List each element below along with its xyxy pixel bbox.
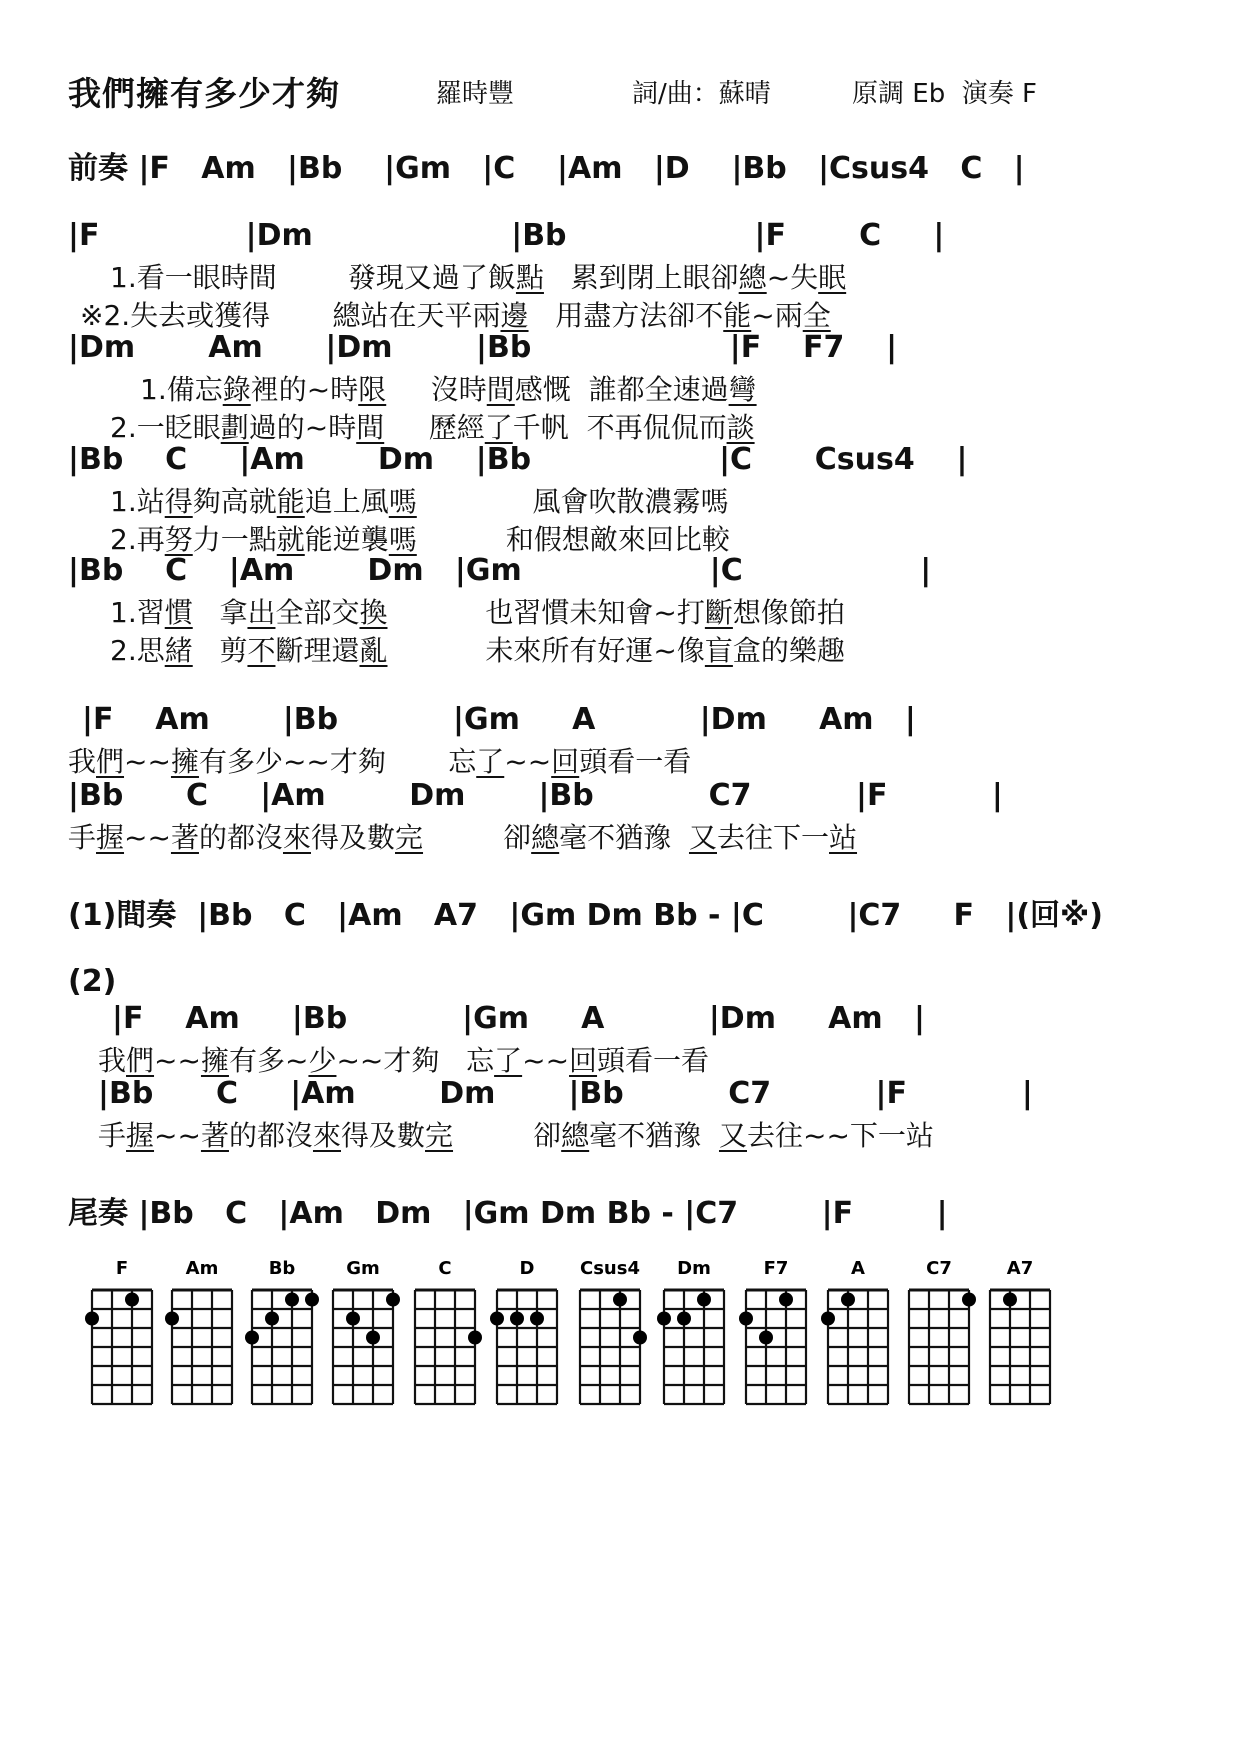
chord-diagram-f7 — [739, 1258, 806, 1404]
interlude-label: (1)間奏 — [68, 898, 177, 933]
chord-diagram-name: F — [115, 1258, 129, 1279]
chord-diagram-name: A7 — [1006, 1258, 1034, 1279]
chord-diagram-name: C — [438, 1258, 452, 1279]
verse2-lyric-3: 2.再努力一點就能逆襲嗎 和假想敵來回比較 — [110, 523, 730, 556]
finger-dot — [165, 1312, 179, 1326]
verse2-lyric-2: 2.一眨眼劃過的~時間 歷經了千帆 不再侃侃而談 — [110, 411, 755, 444]
credits: 詞/曲：蘇晴 — [632, 79, 771, 109]
finger-dot — [530, 1312, 544, 1326]
verse1-lyric-3: 1.站得夠高就能追上風嗎 風會吹散濃霧嗎 — [110, 485, 729, 518]
ending-chords-2: |Bb C |Am Dm |Bb C7 |F | — [98, 1076, 1033, 1111]
finger-dot — [633, 1331, 647, 1345]
chord-diagram-name: Dm — [677, 1258, 711, 1279]
chord-diagram-dm — [657, 1258, 724, 1404]
chord-diagram-name: C7 — [926, 1258, 952, 1279]
finger-dot — [490, 1312, 504, 1326]
chord-diagram-bb — [245, 1258, 319, 1404]
finger-dot — [657, 1312, 671, 1326]
finger-dot — [1003, 1293, 1017, 1307]
ending-chords-1: |F Am |Bb |Gm A |Dm Am | — [112, 1001, 925, 1036]
chord-diagram-name: Csus4 — [580, 1258, 640, 1279]
key-info: 原調 Eb 演奏 F — [852, 79, 1037, 109]
chorus-lyric-1: 我們~~擁有多少~~才夠 忘了~~回頭看一看 — [68, 745, 692, 778]
interlude-chords: |Bb C |Am A7 |Gm Dm Bb - |C |C7 F |(回※) — [197, 898, 1103, 933]
finger-dot — [366, 1331, 380, 1345]
interlude-line — [68, 890, 1103, 934]
chord-diagram-name: A — [851, 1258, 865, 1279]
finger-dot — [305, 1293, 319, 1307]
finger-dot — [821, 1312, 835, 1326]
verse2-lyric-4: 2.思緒 剪不斷理還亂 未來所有好運~像盲盒的樂趣 — [110, 634, 845, 667]
verse-chords-4: |Bb C |Am Dm |Gm |C | — [68, 553, 932, 588]
chord-diagram-a7 — [990, 1258, 1050, 1404]
verse1-lyric-1: 1.看一眼時間 發現又過了飯點 累到閉上眼卻總~失眠 — [110, 261, 847, 294]
verse2-lyric-1: ※2.失去或獲得 總站在天平兩邊 用盡方法卻不能~兩全 — [80, 299, 831, 332]
prelude-chords: |F Am |Bb |Gm |C |Am |D |Bb |Csus4 C | — [138, 151, 1025, 186]
chord-diagram-a — [821, 1258, 888, 1404]
ending-label: (2) — [68, 964, 117, 999]
verse1-lyric-2: 1.備忘錄裡的~時限 沒時間感慨 誰都全速過彎 — [140, 373, 757, 406]
chord-diagram-c — [415, 1258, 482, 1404]
outro-label: 尾奏 — [68, 1196, 128, 1231]
finger-dot — [285, 1293, 299, 1307]
chorus-chords-1: |F Am |Bb |Gm A |Dm Am | — [82, 702, 916, 737]
prelude-label: 前奏 — [68, 151, 128, 186]
finger-dot — [613, 1293, 627, 1307]
finger-dot — [85, 1312, 99, 1326]
verse-chords-2: |Dm Am |Dm |Bb |F F7 | — [68, 330, 898, 365]
chord-diagram-am — [165, 1258, 232, 1404]
chord-diagram-f — [85, 1258, 152, 1404]
finger-dot — [759, 1331, 773, 1345]
finger-dot — [841, 1293, 855, 1307]
outro-chords: |Bb C |Am Dm |Gm Dm Bb - |C7 |F | — [138, 1196, 948, 1231]
finger-dot — [697, 1293, 711, 1307]
finger-dot — [468, 1331, 482, 1345]
prelude-line — [68, 143, 1025, 187]
chorus-lyric-2: 手握~~著的都沒來得及數完 卻總毫不猶豫 又去往下一站 — [68, 821, 858, 854]
finger-dot — [386, 1293, 400, 1307]
chord-diagram-name: Bb — [268, 1258, 296, 1279]
chord-diagram-name: F7 — [763, 1258, 789, 1279]
chord-diagrams — [0, 1240, 1241, 1420]
verse-chords-1: |F |Dm |Bb |F C | — [68, 218, 945, 253]
ending-lyric-1: 我們~~擁有多~少~~才夠 忘了~~回頭看一看 — [98, 1044, 710, 1077]
chord-diagram-name: Gm — [346, 1258, 380, 1279]
verse-chords-3: |Bb C |Am Dm |Bb |C Csus4 | — [68, 442, 968, 477]
chord-diagram-gm — [333, 1258, 400, 1404]
chord-diagram-d — [490, 1258, 557, 1404]
finger-dot — [510, 1312, 524, 1326]
chord-diagram-name: Am — [185, 1258, 219, 1279]
chord-diagram-c7 — [909, 1258, 976, 1404]
finger-dot — [962, 1293, 976, 1307]
chord-diagram-name: D — [519, 1258, 535, 1279]
chord-diagram-csus4 — [580, 1258, 647, 1404]
finger-dot — [265, 1312, 279, 1326]
artist: 羅時豐 — [436, 79, 515, 109]
ending-lyric-2: 手握~~著的都沒來得及數完 卻總毫不猶豫 又去往~~下一站 — [98, 1119, 934, 1152]
verse1-lyric-4: 1.習慣 拿出全部交換 也習慣未知會~打斷想像節拍 — [110, 596, 845, 629]
finger-dot — [245, 1331, 259, 1345]
finger-dot — [346, 1312, 360, 1326]
outro-line — [68, 1188, 948, 1232]
finger-dot — [779, 1293, 793, 1307]
song-title: 我們擁有多少才夠 — [68, 74, 340, 113]
finger-dot — [739, 1312, 753, 1326]
finger-dot — [677, 1312, 691, 1326]
finger-dot — [125, 1293, 139, 1307]
chorus-chords-2: |Bb C |Am Dm |Bb C7 |F | — [68, 778, 1003, 813]
